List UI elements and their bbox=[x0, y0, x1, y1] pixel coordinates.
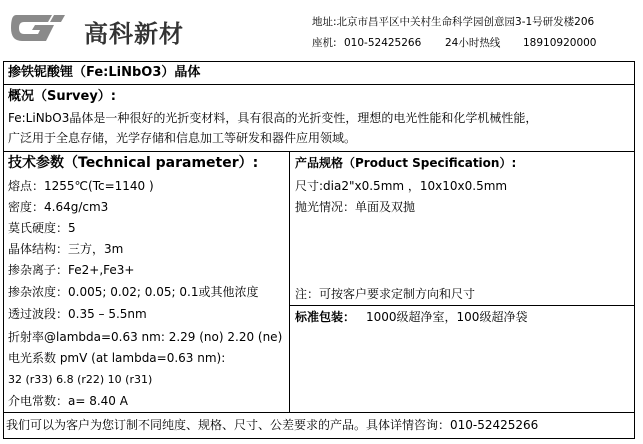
param-transmission-range: 透过波段：0.35 – 5.5nm bbox=[8, 307, 147, 321]
footer-divider bbox=[3, 412, 635, 413]
product-title: 掺铁铌酸锂（Fe:LiNbO3）晶体 bbox=[8, 65, 201, 80]
spec-polish: 抛光情况：单面及双抛 bbox=[295, 200, 416, 214]
title-divider bbox=[3, 84, 635, 85]
technical-heading: 技术参数（Technical parameter）: bbox=[8, 155, 259, 171]
survey-heading: 概况（Survey）: bbox=[8, 89, 116, 104]
spec-divider bbox=[289, 305, 635, 306]
packaging-value: 1000级超净室，100级超净袋 bbox=[366, 310, 528, 324]
company-name: 高科新材 bbox=[84, 20, 184, 48]
footer-contact-note: 我们可以为客户为您订制不同纯度、规格、尺寸、公差要求的产品。具体详情咨询：010-52425266 bbox=[6, 418, 539, 432]
param-density: 密度：4.64g/cm3 bbox=[8, 200, 109, 214]
column-divider bbox=[289, 151, 290, 412]
param-melting-point: 熔点：1255℃(Tc=1140 ) bbox=[8, 179, 154, 193]
hotline-number: 18910920000 bbox=[523, 37, 597, 49]
spec-note: 注：可按客户要求定制方向和尺寸 bbox=[295, 287, 476, 301]
param-crystal-structure: 晶体结构：三方，3m bbox=[8, 242, 124, 256]
param-refractive-index: 折射率@lambda=0.63 nm: 2.29 (no) 2.20 (ne) bbox=[8, 330, 283, 344]
param-hardness: 莫氏硬度：5 bbox=[8, 221, 76, 235]
phone-label: 座机: bbox=[312, 37, 337, 49]
spec-size: 尺寸:dia2"x0.5mm ，10x10x0.5mm bbox=[295, 179, 508, 193]
survey-text-line2: 广泛用于全息存储，光学存储和信息加工等研发和器件应用领域。 bbox=[8, 131, 357, 145]
param-dopant-ions: 掺杂离子：Fe2+,Fe3+ bbox=[8, 263, 135, 277]
survey-divider bbox=[3, 151, 635, 152]
param-dopant-concentration: 掺杂浓度：0.005; 0.02; 0.05; 0.1或其他浓度 bbox=[8, 285, 259, 299]
param-dielectric-constant: 介电常数：a= 8.40 A bbox=[8, 394, 128, 408]
hotline-label: 24小时热线 bbox=[445, 37, 501, 49]
company-logo-icon bbox=[10, 13, 66, 43]
param-electro-optic-values: 32 (r33) 6.8 (r22) 10 (r31) bbox=[8, 373, 153, 386]
company-address: 地址:北京市昌平区中关村生命科学园创意园3-1号研发楼206 bbox=[312, 16, 595, 28]
param-electro-optic-label: 电光系数 pmV (at lambda=0.63 nm): bbox=[8, 351, 226, 365]
spec-heading: 产品规格（Product Specification）: bbox=[295, 156, 517, 170]
survey-text-line1: Fe:LiNbO3晶体是一种很好的光折变材料，具有很高的光折变性，理想的电光性能和化学机械性能， bbox=[8, 111, 538, 125]
phone-number: 010-52425266 bbox=[344, 37, 422, 49]
packaging-label: 标准包装： bbox=[295, 310, 356, 324]
